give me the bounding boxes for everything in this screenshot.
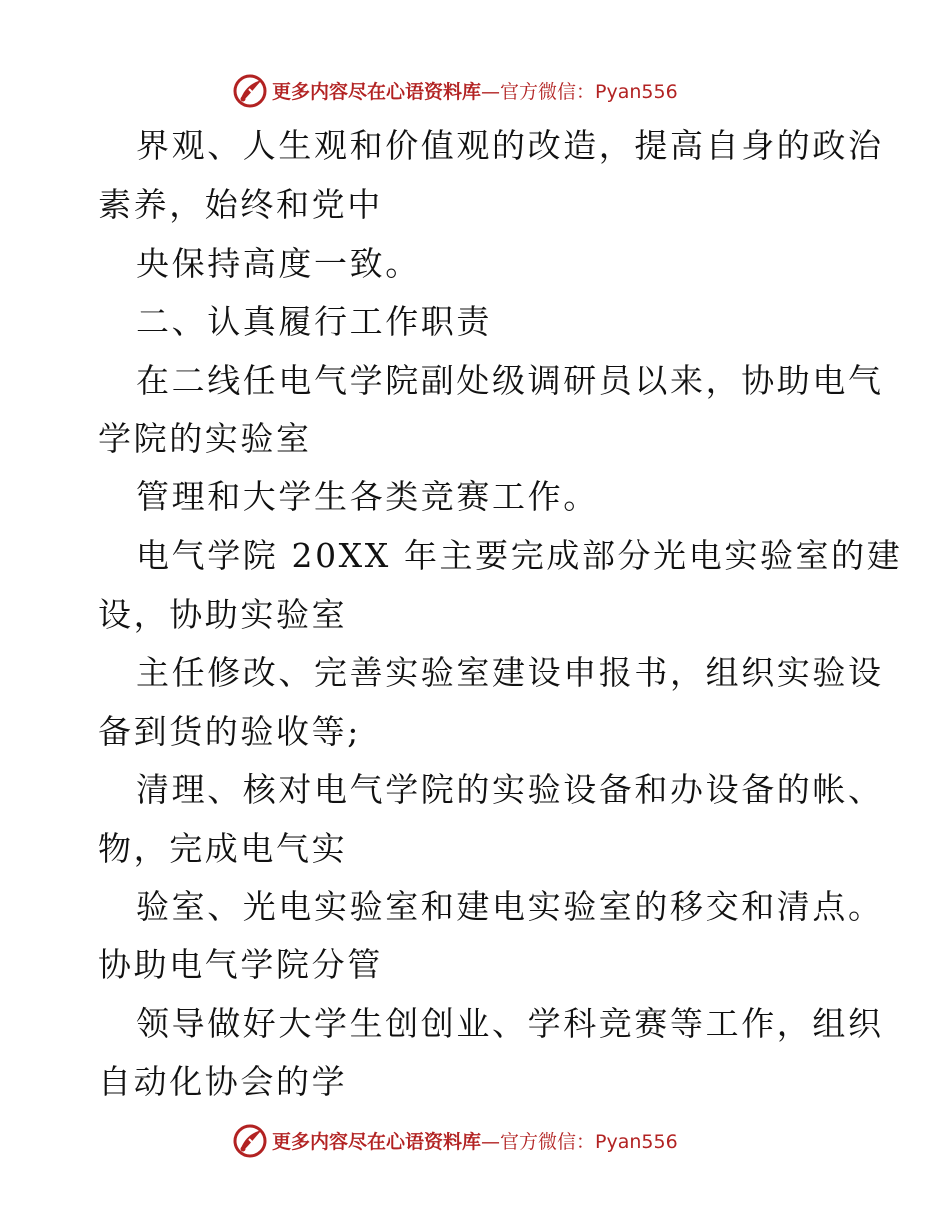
body-line: 备到货的验收等; [98,712,361,751]
footer-brand: 更多内容尽在心语资料库 [272,1130,482,1153]
body-line: 央保持高度一致。 [136,244,421,283]
body-line: 电气学院 20XX 年主要完成部分光电实验室的建 [136,536,903,575]
body-line: 自动化协会的学 [98,1062,348,1101]
body-line: 领导做好大学生创创业、学科竞赛等工作，组织 [136,1004,884,1043]
body-line: 清理、核对电气学院的实验设备和办设备的帐、 [136,770,884,809]
header-contact: 官方微信：Pyan556 [500,80,678,103]
logo-icon [232,1122,268,1158]
body-line: 主任修改、完善实验室建设申报书，组织实验设 [136,653,884,692]
header-brand: 更多内容尽在心语资料库 [272,80,482,103]
body-line: 设，协助实验室 [98,595,348,634]
body-line: 在二线任电气学院副处级调研员以来，协助电气 [136,361,884,400]
body-line: 验室、光电实验室和建电实验室的移交和清点。 [136,887,884,926]
footer-banner [232,1121,678,1159]
body-line: 素养，始终和党中 [98,185,383,224]
body-line: 学院的实验室 [98,419,312,458]
footer-text [272,1127,678,1154]
header-separator: — [481,80,501,103]
body-line: 物，完成电气实 [98,829,348,868]
body-line: 界观、人生观和价值观的改造，提高自身的政治 [136,126,884,165]
body-line: 管理和大学生各类竞赛工作。 [136,477,599,516]
body-line: 协助电气学院分管 [98,945,383,984]
footer-contact: 官方微信：Pyan556 [500,1130,678,1153]
footer-separator: — [481,1130,501,1153]
body-line: 二、认真履行工作职责 [136,302,492,341]
